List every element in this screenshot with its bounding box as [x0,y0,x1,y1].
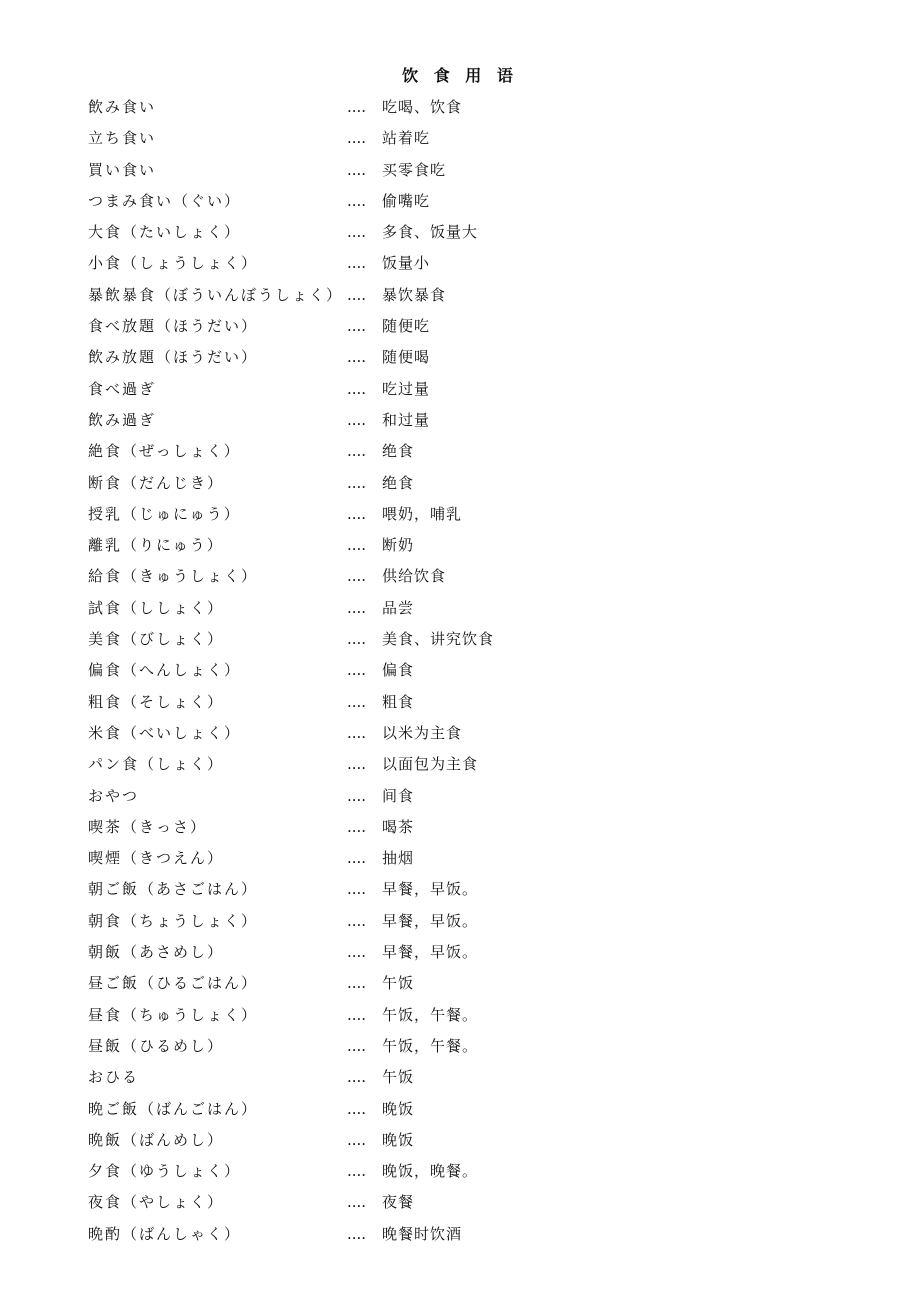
meaning-text: 晚餐时饮酒 [382,1224,463,1243]
list-item [88,624,848,655]
meaning-text: 晚饭 [382,1130,415,1149]
list-item [88,1125,848,1156]
separator-dots: .... [347,1005,367,1024]
separator-dots: .... [347,1193,367,1212]
separator-dots: .... [347,911,367,930]
separator-dots: .... [347,1162,367,1181]
term-text: 食べ放題（ほうだい） [88,317,259,336]
term-text: 授乳（じゅにゅう） [88,504,241,523]
separator-dots: .... [347,504,367,523]
meaning-text: 随便喝 [382,348,431,367]
meaning-text: 绝食 [382,473,415,492]
term-text: 飲み放題（ほうだい） [88,348,259,367]
term-text: 立ち食い [88,129,157,148]
list-item [88,1156,848,1187]
term-text: おやつ [88,786,140,805]
term-text: 米食（べいしょく） [88,723,242,742]
meaning-text: 午饭 [382,974,415,993]
list-item [88,937,848,968]
meaning-text: 绝食 [382,442,415,461]
list-item [88,311,848,342]
meaning-text: 喝茶 [382,817,415,836]
separator-dots: .... [347,786,367,805]
separator-dots: .... [347,442,367,461]
term-text: 朝ご飯（あさごはん） [88,880,259,899]
meaning-text: 品尝 [382,598,415,617]
term-text: 昼食（ちゅうしょく） [88,1005,259,1024]
meaning-text: 暴饮暴食 [382,285,447,304]
meaning-text: 随便吃 [382,317,431,336]
term-text: 給食（きゅうしょく） [88,567,259,586]
term-text: おひる [88,1068,140,1087]
list-item [88,405,848,436]
list-item [88,217,848,248]
term-text: 昼飯（ひるめし） [88,1036,225,1055]
meaning-text: 早餐，早饭。 [382,880,479,899]
list-item [88,123,848,154]
separator-dots: .... [347,1224,367,1243]
vocabulary-list [88,92,848,1250]
separator-dots: .... [347,410,367,429]
term-text: 絶食（ぜっしょく） [88,442,241,461]
separator-dots: .... [347,943,367,962]
meaning-text: 间食 [382,786,415,805]
term-text: 暴飲暴食（ぼういんぼうしょく） [88,285,344,304]
meaning-text: 午饭，午餐。 [382,1036,479,1055]
term-text: つまみ食い（ぐい） [88,191,242,210]
list-item [88,280,848,311]
meaning-text: 饭量小 [382,254,431,273]
list-item [88,906,848,937]
term-text: 昼ご飯（ひるごはん） [88,974,259,993]
meaning-text: 美食、讲究饮食 [382,630,495,649]
meaning-text: 以米为主食 [382,723,463,742]
list-item [88,843,848,874]
term-text: 夕食（ゆうしょく） [88,1162,242,1181]
meaning-text: 夜餐 [382,1193,415,1212]
separator-dots: .... [347,285,367,304]
separator-dots: .... [347,567,367,586]
separator-dots: .... [347,974,367,993]
separator-dots: .... [347,160,367,179]
list-item [88,749,848,780]
separator-dots: .... [347,317,367,336]
term-text: 離乳（りにゅう） [88,536,224,555]
meaning-text: 早餐，早饭。 [382,943,479,962]
term-text: 断食（だんじき） [88,473,225,492]
separator-dots: .... [347,755,367,774]
separator-dots: .... [347,692,367,711]
separator-dots: .... [347,254,367,273]
term-text: 晩飯（ばんめし） [88,1130,225,1149]
meaning-text: 晚饭，晚餐。 [382,1162,479,1181]
page-title: 饮 食 用 语 [402,66,518,85]
separator-dots: .... [347,379,367,398]
separator-dots: .... [347,598,367,617]
list-item [88,1062,848,1093]
list-item [88,1000,848,1031]
list-item [88,812,848,843]
list-item [88,1187,848,1218]
meaning-text: 供给饮食 [382,567,447,586]
separator-dots: .... [347,1099,367,1118]
list-item [88,374,848,405]
meaning-text: 粗食 [382,692,415,711]
term-text: 大食（たいしょく） [88,223,242,242]
separator-dots: .... [347,223,367,242]
list-item [88,530,848,561]
separator-dots: .... [347,880,367,899]
term-text: 美食（びしょく） [88,630,225,649]
separator-dots: .... [347,849,367,868]
list-item [88,248,848,279]
list-item [88,1219,848,1250]
separator-dots: .... [347,1036,367,1055]
list-item [88,687,848,718]
list-item [88,155,848,186]
separator-dots: .... [347,817,367,836]
list-item [88,561,848,592]
term-text: 夜食（やしょく） [88,1193,225,1212]
separator-dots: .... [347,536,367,555]
separator-dots: .... [347,129,367,148]
separator-dots: .... [347,348,367,367]
meaning-text: 断奶 [382,536,415,555]
term-text: 朝食（ちょうしょく） [88,911,259,930]
list-item [88,342,848,373]
meaning-text: 午饭，午餐。 [382,1005,479,1024]
list-item [88,92,848,123]
meaning-text: 和过量 [382,410,431,429]
term-text: 晩ご飯（ばんごはん） [88,1099,259,1118]
meaning-text: 吃过量 [382,379,431,398]
term-text: 晩酌（ばんしゃく） [88,1224,242,1243]
meaning-text: 多食、饭量大 [382,223,479,242]
term-text: 買い食い [88,160,157,179]
term-text: 朝飯（あさめし） [88,943,225,962]
meaning-text: 喂奶，哺乳 [382,504,463,523]
term-text: 喫煙（きつえん） [88,849,225,868]
list-item [88,718,848,749]
meaning-text: 站着吃 [382,129,431,148]
term-text: 食べ過ぎ [88,379,157,398]
separator-dots: .... [347,1130,367,1149]
list-item [88,1094,848,1125]
separator-dots: .... [347,630,367,649]
meaning-text: 偷嘴吃 [382,191,431,210]
list-item [88,499,848,530]
meaning-text: 以面包为主食 [382,755,479,774]
separator-dots: .... [347,723,367,742]
list-item [88,1031,848,1062]
term-text: 喫茶（きっさ） [88,817,208,836]
separator-dots: .... [347,661,367,680]
list-item [88,874,848,905]
list-item [88,968,848,999]
meaning-text: 午饭 [382,1068,415,1087]
term-text: 粗食（そしょく） [88,692,225,711]
term-text: 偏食（へんしょく） [88,661,242,680]
list-item [88,593,848,624]
list-item [88,655,848,686]
term-text: 小食（しょうしょく） [88,254,259,273]
separator-dots: .... [347,1068,367,1087]
list-item [88,781,848,812]
separator-dots: .... [347,473,367,492]
meaning-text: 早餐，早饭。 [382,911,479,930]
meaning-text: 买零食吃 [382,160,447,179]
separator-dots: .... [347,98,367,116]
term-text: 試食（ししょく） [88,598,225,617]
list-item [88,436,848,467]
list-item [88,186,848,217]
list-item [88,468,848,499]
term-text: パン食（しょく） [88,755,225,774]
meaning-text: 抽烟 [382,849,415,868]
term-text: 飲み食い [88,98,157,116]
separator-dots: .... [347,191,367,210]
meaning-text: 偏食 [382,661,415,680]
meaning-text: 晚饭 [382,1099,415,1118]
term-text: 飲み過ぎ [88,410,157,429]
meaning-text: 吃喝、饮食 [382,98,463,116]
